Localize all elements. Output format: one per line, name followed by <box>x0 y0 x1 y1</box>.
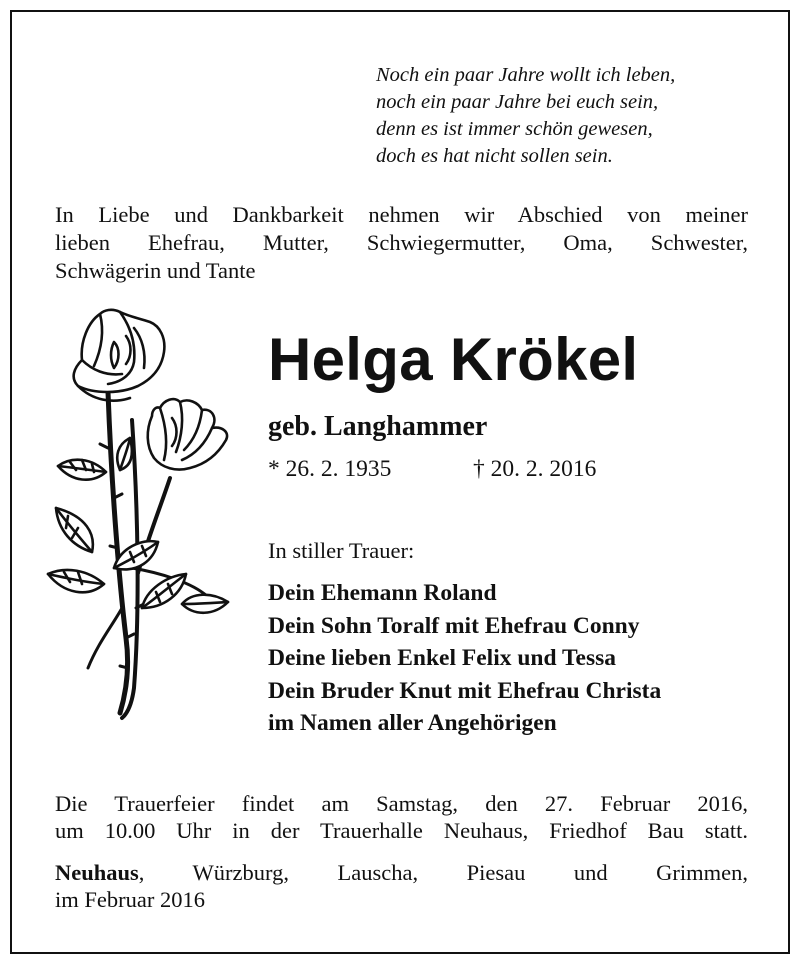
poem-line: Noch ein paar Jahre wollt ich leben, <box>376 64 676 86</box>
places-and-date <box>55 860 748 913</box>
poem-line: doch es hat nicht sollen sein. <box>376 145 613 167</box>
poem-line: denn es ist immer schön gewesen, <box>376 118 653 140</box>
mourners-heading: In stiller Trauer: <box>268 538 415 563</box>
notice-date: im Februar 2016 <box>55 886 205 912</box>
funeral-line: Die Trauerfeier findet am Samstag, den 27. Februar 2016, <box>55 791 748 816</box>
rose-drawing-icon <box>42 308 238 726</box>
places-line <box>55 860 748 887</box>
mourner-line: Deine lieben Enkel Felix und Tessa <box>268 645 617 671</box>
funeral-line: um 10.00 Uhr in der Trauerhalle Neuhaus, Friedhof Bau statt. <box>55 817 748 843</box>
farewell-intro <box>55 201 748 285</box>
intro-line: In Liebe und Dankbarkeit nehmen wir Abschied von meiner <box>55 202 748 227</box>
maiden-name: geb. Langhammer <box>268 411 488 442</box>
intro-line: lieben Ehefrau, Mutter, Schwiegermutter, Oma, Schwester, <box>55 230 748 255</box>
birth-date: * 26. 2. 1935 <box>268 456 392 482</box>
funeral-info <box>55 791 748 844</box>
intro-line: Schwägerin und Tante <box>55 258 256 283</box>
mourner-line: Dein Sohn Toralf mit Ehefrau Conny <box>268 612 640 639</box>
death-date: † 20. 2. 2016 <box>473 456 597 482</box>
mourner-line: im Namen aller Angehörigen <box>268 710 557 736</box>
mourners-list <box>268 577 661 740</box>
first-place: Neuhaus <box>55 860 139 885</box>
mourner-line: Dein Ehemann Roland <box>268 580 497 606</box>
poem-line: noch ein paar Jahre bei euch sein, <box>376 91 659 113</box>
other-places: , Würzburg, Lauscha, Piesau und Grimmen, <box>138 860 748 885</box>
poem <box>376 62 675 170</box>
mourner-line: Dein Bruder Knut mit Ehefrau Christa <box>268 677 662 704</box>
deceased-name: Helga Krökel <box>268 326 639 393</box>
